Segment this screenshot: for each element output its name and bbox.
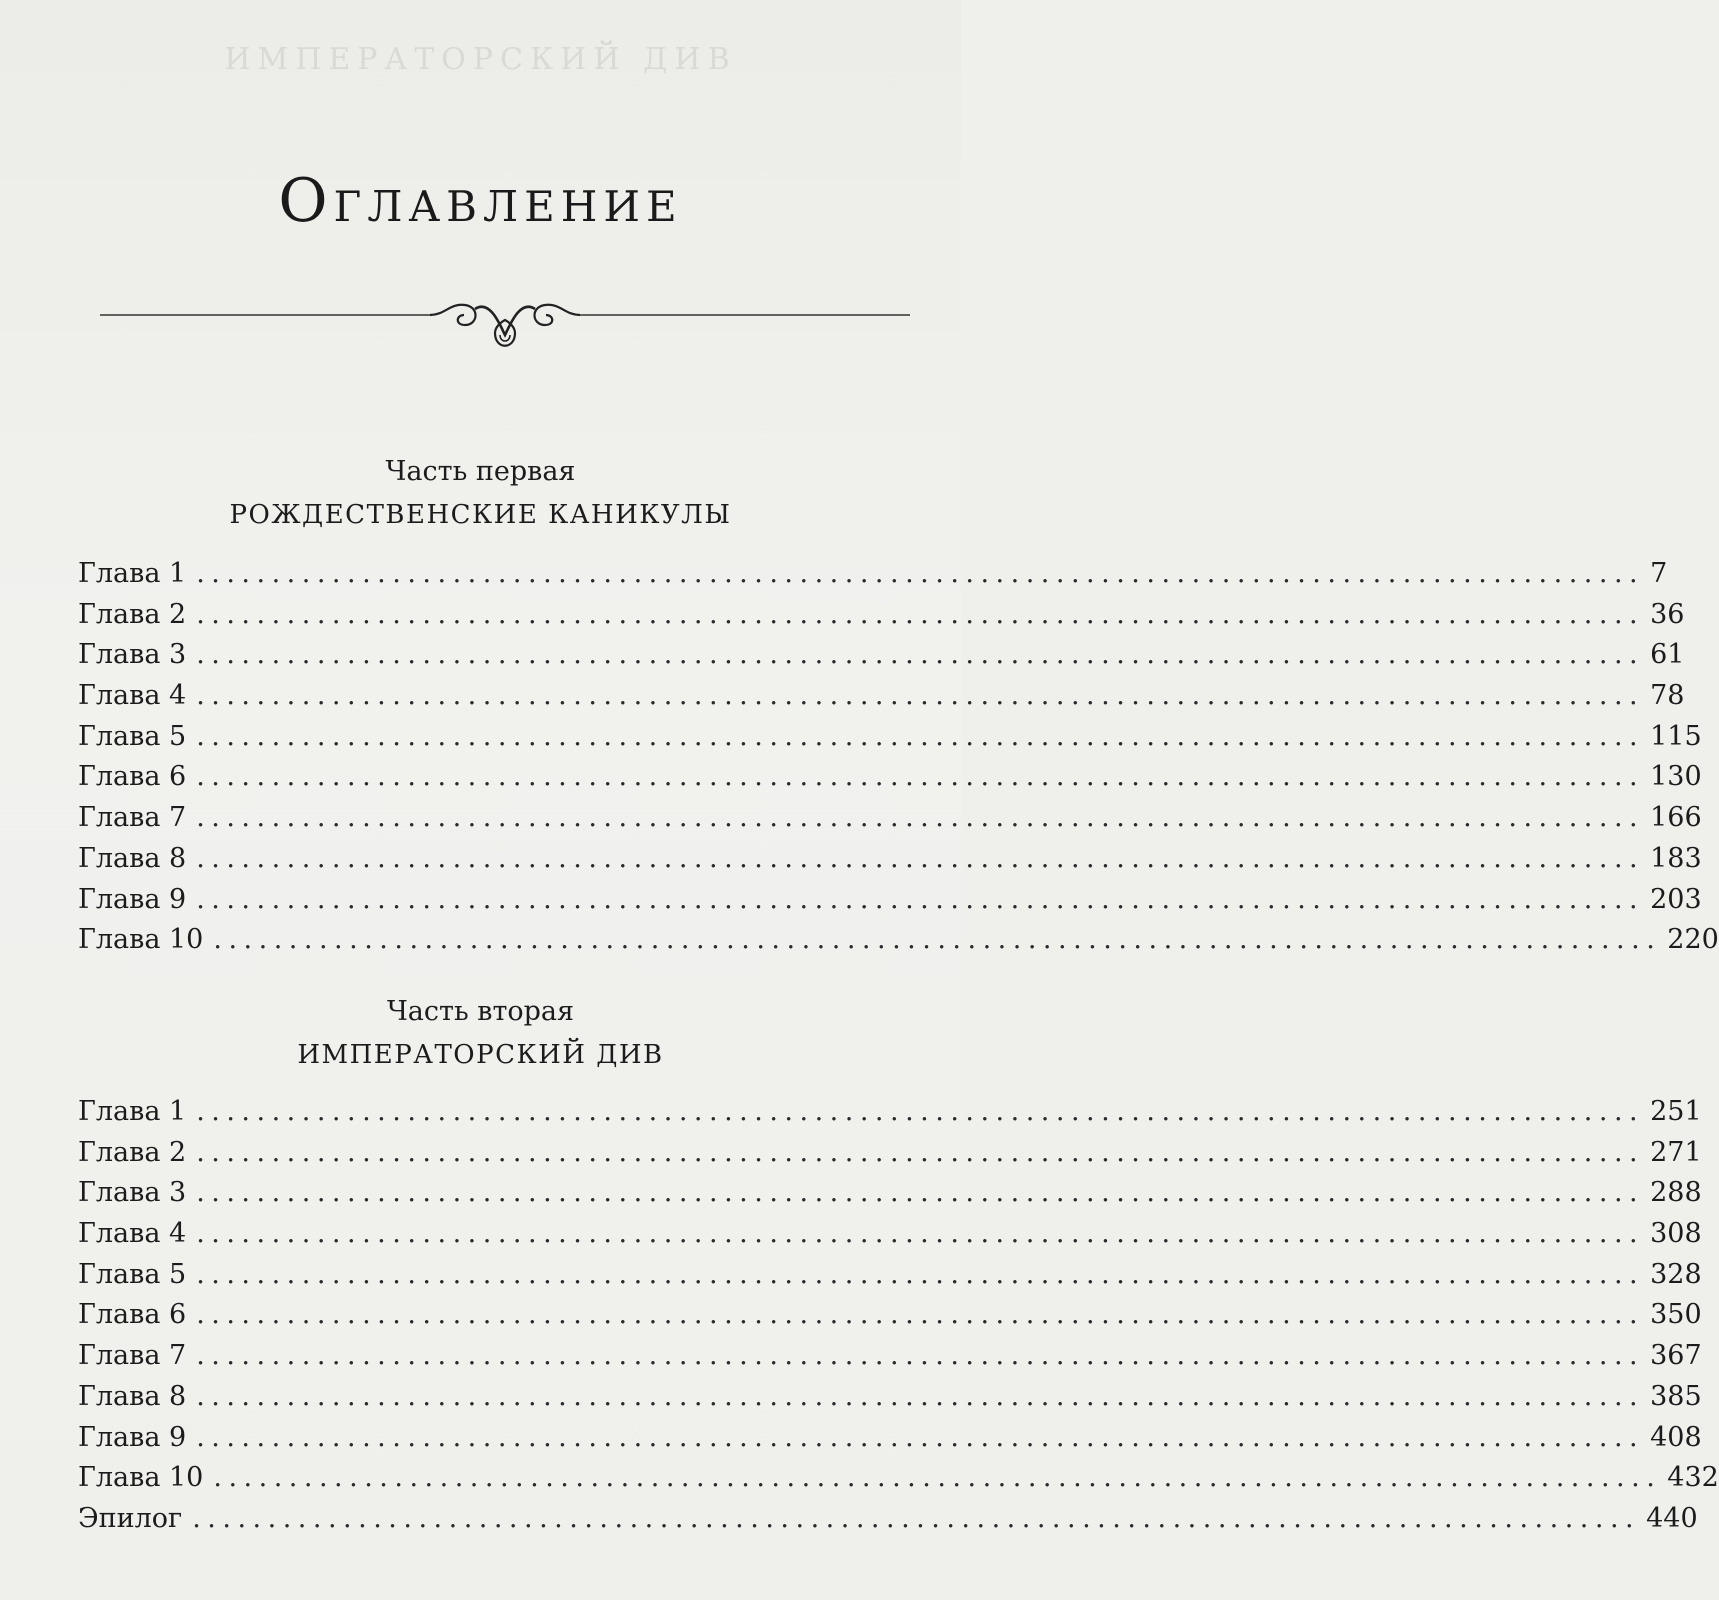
leader-dots: ................................................................................................ bbox=[196, 598, 1645, 630]
leader-dots: ................................................................................................ bbox=[196, 1096, 1645, 1127]
toc-row[interactable] bbox=[78, 720, 1702, 762]
leader-dots: ................................................................................................ bbox=[196, 1380, 1645, 1412]
page-title: Оглавление bbox=[278, 166, 683, 236]
page-number: 251 bbox=[1650, 1096, 1702, 1127]
chapter-label: Глава 8 bbox=[78, 842, 187, 874]
toc-row[interactable] bbox=[78, 1421, 1702, 1463]
chapter-label: Глава 6 bbox=[78, 761, 187, 793]
chapter-label: Глава 5 bbox=[78, 1258, 187, 1290]
chapter-label: Глава 10 bbox=[78, 1462, 204, 1494]
page-number: 308 bbox=[1650, 1218, 1702, 1250]
toc-part-2 bbox=[78, 1096, 1719, 1544]
page-number: 7 bbox=[1650, 558, 1668, 589]
part-2-label: Часть вторая bbox=[386, 996, 575, 1027]
page-number: 328 bbox=[1650, 1258, 1702, 1290]
page-number: 78 bbox=[1650, 680, 1685, 712]
page-number: 220 bbox=[1667, 924, 1719, 956]
leader-dots: ................................................................................................ bbox=[196, 680, 1645, 712]
toc-row[interactable] bbox=[78, 924, 1719, 965]
leader-dots: ................................................................................................ bbox=[196, 842, 1645, 874]
page-number: 385 bbox=[1650, 1380, 1702, 1412]
leader-dots: ................................................................................................ bbox=[196, 1421, 1645, 1453]
part-1-title: РОЖДЕСТВЕНСКИЕ КАНИКУЛЫ bbox=[229, 500, 732, 530]
ornament-divider-icon bbox=[100, 295, 910, 375]
leader-dots: ................................................................................................ bbox=[196, 1218, 1645, 1250]
toc-row[interactable] bbox=[78, 1096, 1702, 1137]
toc-row[interactable] bbox=[78, 1380, 1702, 1422]
leader-dots: ................................................................................................ bbox=[196, 1136, 1645, 1168]
running-head: ИМПЕРАТОРСКИЙ ДИВ bbox=[224, 42, 737, 77]
toc-row[interactable] bbox=[78, 1258, 1702, 1300]
chapter-label: Глава 6 bbox=[78, 1299, 187, 1331]
page-number: 166 bbox=[1650, 802, 1702, 834]
toc-row[interactable] bbox=[78, 761, 1702, 802]
page-number: 36 bbox=[1650, 598, 1685, 630]
toc-row[interactable] bbox=[78, 883, 1702, 925]
leader-dots: ................................................................................................ bbox=[196, 761, 1645, 793]
toc-row[interactable] bbox=[78, 802, 1702, 843]
chapter-label: Глава 2 bbox=[78, 1136, 187, 1168]
toc-row[interactable] bbox=[78, 639, 1685, 680]
part-1-label: Часть первая bbox=[385, 456, 576, 487]
page-number: 183 bbox=[1650, 842, 1702, 874]
toc-part-1 bbox=[78, 558, 1719, 965]
toc-row[interactable] bbox=[78, 842, 1702, 884]
toc-row[interactable] bbox=[78, 1502, 1698, 1544]
leader-dots: ................................................................................................ bbox=[196, 1177, 1645, 1209]
page-number: 440 bbox=[1646, 1502, 1698, 1534]
leader-dots: ................................................................................................ bbox=[196, 1258, 1645, 1290]
toc-row[interactable] bbox=[78, 1462, 1719, 1503]
leader-dots: ................................................................................................ bbox=[196, 639, 1645, 671]
page-number: 432 bbox=[1667, 1462, 1719, 1494]
chapter-label: Глава 5 bbox=[78, 720, 187, 752]
page-number: 203 bbox=[1650, 883, 1702, 915]
chapter-label: Глава 4 bbox=[78, 1218, 187, 1250]
chapter-label: Глава 4 bbox=[78, 680, 187, 712]
toc-row[interactable] bbox=[78, 1136, 1702, 1178]
leader-dots: ................................................................................................ bbox=[213, 1462, 1662, 1494]
toc-row[interactable] bbox=[78, 1340, 1702, 1381]
leader-dots: ................................................................................................ bbox=[196, 883, 1645, 915]
part-2-title: ИМПЕРАТОРСКИЙ ДИВ bbox=[297, 1040, 664, 1070]
chapter-label: Глава 9 bbox=[78, 883, 187, 915]
leader-dots: ................................................................................................ bbox=[192, 1502, 1641, 1534]
chapter-label: Глава 1 bbox=[78, 1096, 187, 1127]
chapter-label: Эпилог bbox=[78, 1502, 183, 1534]
page-number: 408 bbox=[1650, 1421, 1702, 1453]
page-number: 288 bbox=[1650, 1177, 1702, 1209]
page-number: 130 bbox=[1650, 761, 1702, 793]
leader-dots: ................................................................................................ bbox=[196, 558, 1645, 589]
toc-row[interactable] bbox=[78, 1177, 1702, 1218]
leader-dots: ................................................................................................ bbox=[213, 924, 1662, 956]
leader-dots: ................................................................................................ bbox=[196, 1340, 1645, 1372]
chapter-label: Глава 2 bbox=[78, 598, 187, 630]
page-number: 61 bbox=[1650, 639, 1685, 671]
toc-row[interactable] bbox=[78, 558, 1668, 599]
toc-row[interactable] bbox=[78, 1299, 1702, 1340]
toc-row[interactable] bbox=[78, 598, 1685, 640]
leader-dots: ................................................................................................ bbox=[196, 720, 1645, 752]
leader-dots: ................................................................................................ bbox=[196, 802, 1645, 834]
chapter-label: Глава 7 bbox=[78, 802, 187, 834]
toc-row[interactable] bbox=[78, 1218, 1702, 1259]
chapter-label: Глава 3 bbox=[78, 639, 187, 671]
page-number: 367 bbox=[1650, 1340, 1702, 1372]
page-number: 115 bbox=[1650, 720, 1702, 752]
page-number: 350 bbox=[1650, 1299, 1702, 1331]
chapter-label: Глава 8 bbox=[78, 1380, 187, 1412]
chapter-label: Глава 3 bbox=[78, 1177, 187, 1209]
chapter-label: Глава 9 bbox=[78, 1421, 187, 1453]
chapter-label: Глава 10 bbox=[78, 924, 204, 956]
page-number: 271 bbox=[1650, 1136, 1702, 1168]
chapter-label: Глава 1 bbox=[78, 558, 187, 589]
toc-row[interactable] bbox=[78, 680, 1685, 721]
chapter-label: Глава 7 bbox=[78, 1340, 187, 1372]
leader-dots: ................................................................................................ bbox=[196, 1299, 1645, 1331]
